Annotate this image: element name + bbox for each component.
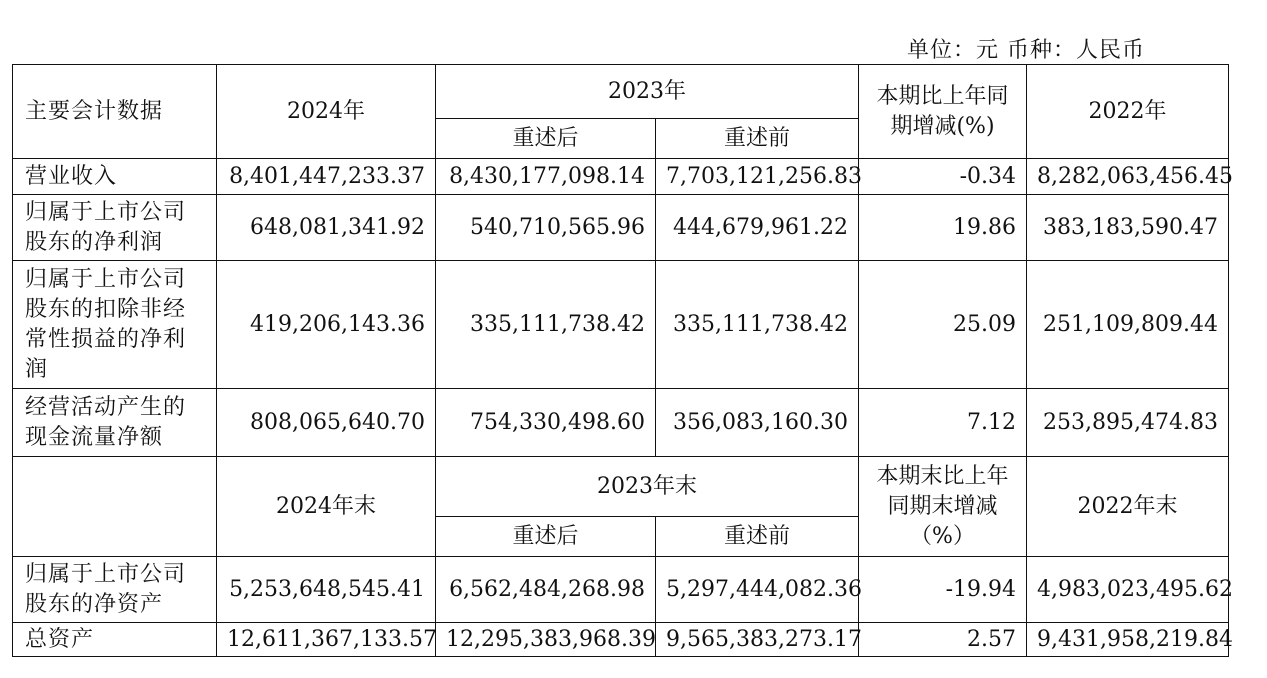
cell-2024: 808,065,640.70 [217, 389, 436, 457]
row-label: 归属于上市公司股东的扣除非经常性损益的净利润 [13, 261, 217, 389]
cell-2022: 4,983,023,495.62 [1027, 557, 1229, 623]
cell-2023-before: 356,083,160.30 [656, 389, 859, 457]
cell-2024: 8,401,447,233.37 [217, 159, 436, 195]
header2-2023-before: 重述前 [656, 517, 859, 557]
cell-2023-before: 7,703,121,256.83 [656, 159, 859, 195]
header2-2024: 2024年末 [217, 457, 436, 557]
cell-2023-before: 444,679,961.22 [656, 195, 859, 261]
cell-2023-after: 12,295,383,968.39 [436, 623, 656, 657]
cell-2024: 419,206,143.36 [217, 261, 436, 389]
cell-2022: 9,431,958,219.84 [1027, 623, 1229, 657]
header-2022: 2022年 [1027, 65, 1229, 159]
cell-2023-after: 6,562,484,268.98 [436, 557, 656, 623]
header-2023-after: 重述后 [436, 119, 656, 159]
table-row [13, 623, 1229, 657]
cell-change: 7.12 [859, 389, 1027, 457]
cell-2023-after: 8,430,177,098.14 [436, 159, 656, 195]
row-label: 营业收入 [13, 159, 217, 195]
table-row [13, 389, 1229, 457]
cell-change: 19.86 [859, 195, 1027, 261]
cell-2022: 253,895,474.83 [1027, 389, 1229, 457]
header-label: 主要会计数据 [13, 65, 217, 159]
header-change: 本期比上年同期增减(%) [859, 65, 1027, 159]
header2-2023-after: 重述后 [436, 517, 656, 557]
header2-2023: 2023年末 [436, 457, 859, 517]
header2-2022: 2022年末 [1027, 457, 1229, 557]
cell-change: -19.94 [859, 557, 1027, 623]
cell-change: 25.09 [859, 261, 1027, 389]
table-row [13, 195, 1229, 261]
cell-2023-before: 335,111,738.42 [656, 261, 859, 389]
cell-2024: 5,253,648,545.41 [217, 557, 436, 623]
unit-note: 单位：元 币种：人民币 [907, 38, 1145, 63]
header-2024: 2024年 [217, 65, 436, 159]
cell-2023-before: 9,565,383,273.17 [656, 623, 859, 657]
header2-label [13, 457, 217, 557]
cell-2024: 12,611,367,133.57 [217, 623, 436, 657]
cell-change: 2.57 [859, 623, 1027, 657]
cell-2022: 8,282,063,456.45 [1027, 159, 1229, 195]
cell-2024: 648,081,341.92 [217, 195, 436, 261]
header-2023: 2023年 [436, 65, 859, 119]
row-label: 归属于上市公司股东的净利润 [13, 195, 217, 261]
table-row [13, 557, 1229, 623]
table-row [13, 261, 1229, 389]
header2-change: 本期末比上年同期末增减（%） [859, 457, 1027, 557]
cell-2022: 251,109,809.44 [1027, 261, 1229, 389]
cell-2023-after: 540,710,565.96 [436, 195, 656, 261]
table-row [13, 159, 1229, 195]
header-2023-before: 重述前 [656, 119, 859, 159]
row-label: 总资产 [13, 623, 217, 657]
row-label: 归属于上市公司股东的净资产 [13, 557, 217, 623]
accounting-data-table [12, 64, 1233, 657]
cell-2023-before: 5,297,444,082.36 [656, 557, 859, 623]
cell-2023-after: 335,111,738.42 [436, 261, 656, 389]
cell-change: -0.34 [859, 159, 1027, 195]
row-label: 经营活动产生的现金流量净额 [13, 389, 217, 457]
cell-2022: 383,183,590.47 [1027, 195, 1229, 261]
cell-2023-after: 754,330,498.60 [436, 389, 656, 457]
